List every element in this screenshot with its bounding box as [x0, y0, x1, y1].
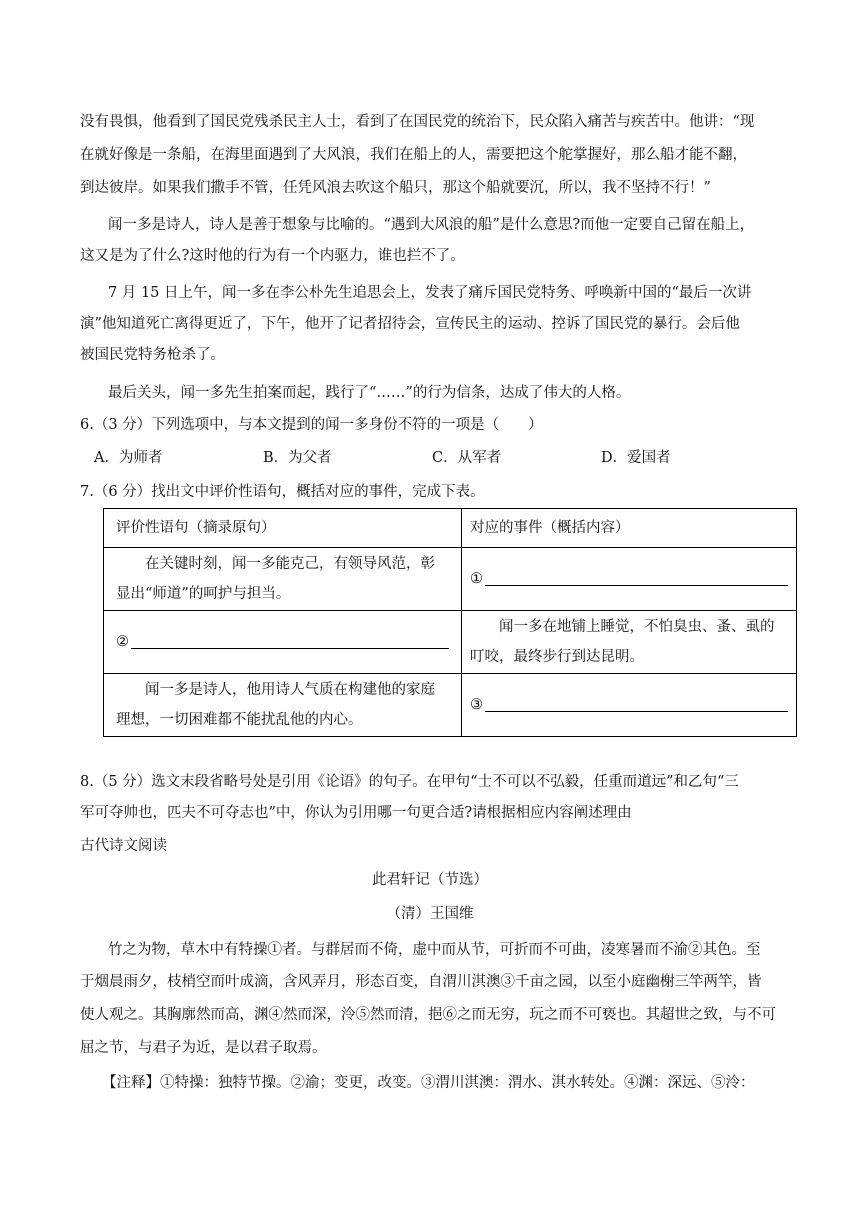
question-8-line: 军可夺帅也，匹夫不可夺志也”中，你认为引用哪一句更合适?请根据相应内容阐述理由: [80, 805, 632, 821]
table-row: [104, 548, 797, 611]
table-header-cell: 评价性语句（摘录原句）: [104, 509, 462, 548]
evaluative-sentence: 闻一多是诗人，他用诗人气质在构建他的家庭理想，一切困难都不能扰乱他的内心。: [116, 682, 435, 728]
q6-option-c: C．从军者: [432, 450, 502, 466]
blank-number: ②: [116, 634, 129, 650]
classical-line: 竹之为物，草木中有特操①者。与群居而不倚，虚中而从节，可折而不可曲，凌寒暑而不渝②其色。至: [108, 942, 761, 958]
table-cell: [104, 674, 462, 737]
blank-underline: [485, 584, 788, 586]
question-7-stem: 7.（6 分）找出文中评价性语句，概括对应的事件，完成下表。: [80, 484, 485, 500]
q6-option-d: D．爱国者: [601, 450, 671, 466]
blank-number: ③: [470, 697, 483, 713]
q6-option-a: A．为师者: [94, 450, 163, 466]
answer-blank-2[interactable]: [104, 611, 462, 674]
passage-line: 在就好像是一条船，在海里面遇到了大风浪，我们在船上的人，需要把这个舵掌握好，那么船才能不翻，: [80, 147, 747, 163]
table-cell: [104, 548, 462, 611]
section-heading: 古代诗文阅读: [80, 838, 167, 854]
essay-title: 此君轩记（节选）: [372, 872, 488, 888]
blank-underline: [131, 647, 449, 649]
table-header-cell: 对应的事件（概括内容）: [462, 509, 797, 548]
q6-option-b: B．为父者: [263, 450, 332, 466]
annotation-note: 【注释】①特操：独特节操。②渝；变更，改变。③渭川淇澳：渭水、淇水转处。④渊：深远、⑤泠：: [102, 1075, 755, 1091]
passage-line: 7 月 15 日上午，闻一多在李公朴先生追思会上，发表了痛斥国民党特务、呼唤新中国的“最后一次讲: [108, 285, 752, 301]
classical-line: 屈之节，与君子为近，是以君子取焉。: [80, 1040, 327, 1056]
answer-blank-3[interactable]: [462, 674, 797, 737]
answer-blank-1[interactable]: [462, 548, 797, 611]
table-row: [104, 674, 797, 737]
classical-line: 使人观之。其胸廓然而高，渊④然而深，泠⑤然而清，挹⑥之而无穷，玩之而不可亵也。其超世之致，与不可: [80, 1007, 776, 1023]
passage-line: 演”他知道死亡离得更近了，下午，他开了记者招待会，宣传民主的运动、控诉了国民党的暴行。会后他: [80, 316, 740, 332]
passage-line: 没有畏惧，他看到了国民党残杀民主人士，看到了在国民党的统治下，民众陷入痛苦与疾苦中。他讲：“现: [80, 114, 755, 130]
passage-line: 这又是为了什么?这时他的行为有一个内驱力，谁也拦不了。: [80, 248, 465, 264]
table-row: [104, 611, 797, 674]
table-cell: [462, 611, 797, 674]
blank-underline: [485, 710, 788, 712]
passage-line: 到达彼岸。如果我们撒手不管，任凭风浪去吹这个船只，那这个船就要沉，所以，我不坚持不行！”: [80, 180, 711, 196]
passage-line: 闻一多是诗人，诗人是善于想象与比喻的。“遇到大风浪的船”是什么意思?而他一定要自己留在船上，: [108, 217, 755, 233]
passage-line: 最后关头，闻一多先生拍案而起，践行了“……”的行为信条，达成了伟大的人格。: [108, 385, 631, 401]
event-summary: 闻一多在地铺上睡觉，不怕臭虫、蚤、虱的叮咬，最终步行到达昆明。: [470, 619, 775, 665]
blank-number: ①: [470, 571, 483, 587]
table-header-row: [104, 509, 797, 548]
classical-line: 于烟晨雨夕，枝梢空而叶成滴，含风弄月，形态百变，自渭川淇澳③千亩之园，以至小庭幽榭三竿两竿，皆: [80, 974, 762, 990]
question-8-line: 8.（5 分）选文末段省略号处是引用《论语》的句子。在甲句“士不可以不弘毅，任重而道远”和乙句“三: [80, 774, 739, 790]
answer-table: [103, 508, 797, 737]
evaluative-sentence: 在关键时刻，闻一多能克己，有领导风范，彰显出“师道”的呵护与担当。: [116, 556, 435, 602]
question-6-stem: 6.（3 分）下列选项中，与本文提到的闻一多身份不符的一项是（ ）: [80, 417, 543, 433]
passage-line: 被国民党特务枪杀了。: [80, 347, 225, 363]
essay-author: （清）王国维: [386, 906, 474, 922]
